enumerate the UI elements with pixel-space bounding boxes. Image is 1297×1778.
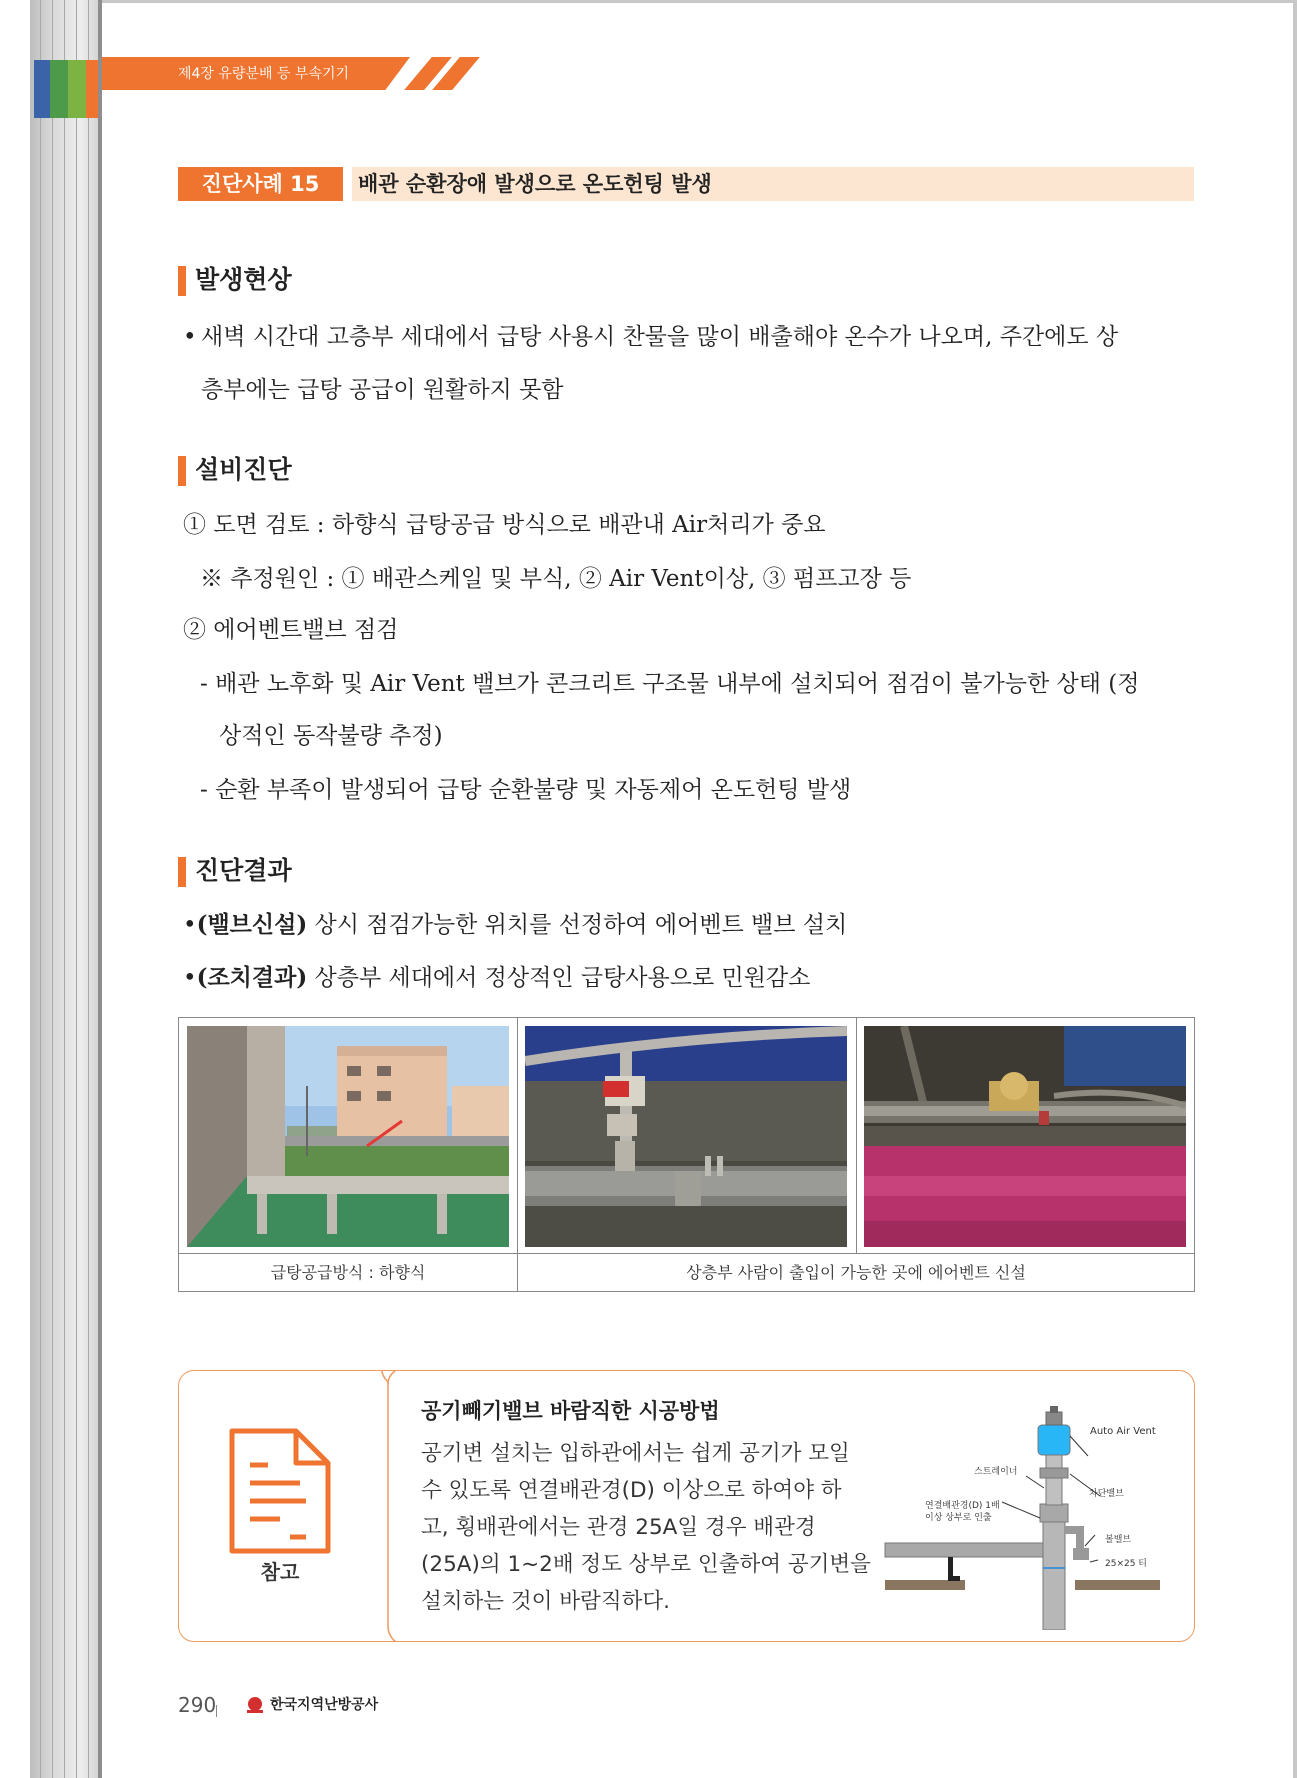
air-vent-photo [864, 1026, 1186, 1247]
label-ball-valve: 볼밸브 [1105, 1535, 1132, 1545]
label-tee: 25×25 티 [1105, 1559, 1148, 1569]
bullet: • [183, 965, 197, 991]
reference-title: 공기빼기밸브 바람직한 시공방법 [421, 1399, 720, 1423]
label-shutoff-valve: 차단밸브 [1089, 1489, 1124, 1499]
diagnosis-line-1: ① 도면 검토 : 하향식 급탕공급 방식으로 배관내 Air처리가 중요 [183, 512, 826, 538]
label-connection-1: 연결배관경(D) 1배 [925, 1501, 1000, 1511]
symptom-line-2: 층부에는 급탕 공급이 원활하지 못함 [201, 377, 564, 403]
document-icon [228, 1427, 332, 1555]
reference-label: 참고 [260, 1560, 300, 1584]
reference-line-1: 공기변 설치는 입하관에서는 쉽게 공기가 모일 [421, 1441, 850, 1466]
page-number-separator [216, 1705, 217, 1717]
label-auto-air-vent: Auto Air Vent [1090, 1426, 1156, 1437]
section-marker [178, 857, 186, 887]
section-marker [178, 456, 186, 486]
section-title-diagnosis: 설비진단 [195, 455, 292, 484]
case-title: 배관 순환장애 발생으로 온도헌팅 발생 [352, 167, 1194, 201]
valve-photo-1 [525, 1026, 847, 1247]
case-label: 진단사례 15 [178, 167, 343, 201]
diagnosis-line-5: 상적인 동작불량 추정) [219, 723, 443, 749]
section-title-symptom: 발생현상 [195, 265, 292, 294]
result-item-2 [183, 961, 810, 995]
company-logo-icon [244, 1696, 266, 1716]
page-number: 290 [178, 1693, 217, 1717]
reference-divider [370, 1370, 400, 1642]
rooftop-photo [187, 1026, 509, 1247]
bullet: • [183, 912, 197, 938]
diagnosis-line-3: ② 에어벤트밸브 점검 [183, 617, 399, 643]
photo-divider [517, 1017, 518, 1292]
reference-line-4: (25A)의 1~2배 정도 상부로 인출하여 공기변을 [421, 1552, 871, 1577]
label-strainer: 스트레이너 [974, 1467, 1018, 1477]
reference-line-5: 설치하는 것이 바람직하다. [421, 1589, 670, 1614]
photo-caption-left: 급탕공급방식 : 하향식 [270, 1263, 426, 1282]
symptom-line-1: 새벽 시간대 고층부 세대에서 급탕 사용시 찬물을 많이 배출해야 온수가 나오며, 주간에도 상 [201, 324, 1119, 350]
result-item-1-bold: (밸브신설) [196, 911, 308, 938]
result-item-1 [183, 908, 847, 942]
diagnosis-line-2: ※ 추정원인 : ① 배관스케일 및 부식, ② Air Vent이상, ③ 펌프고장 등 [200, 566, 912, 592]
result-item-1-text: 상시 점검가능한 위치를 선정하여 에어벤트 밸브 설치 [307, 912, 848, 938]
chapter-title: 제4장 유량분배 등 부속기기 [178, 66, 350, 82]
reference-line-2: 수 있도록 연결배관경(D) 이상으로 하여야 하 [421, 1478, 842, 1503]
diagnosis-line-4: - 배관 노후화 및 Air Vent 밸브가 콘크리트 구조물 내부에 설치되어 점검이 불가능한 상태 (정 [200, 671, 1140, 697]
section-marker [178, 266, 186, 296]
book-edge [30, 0, 102, 1778]
air-vent-diagram [880, 1400, 1170, 1630]
result-item-2-text: 상층부 세대에서 정상적인 급탕사용으로 민원감소 [307, 965, 811, 991]
company-logo-text: 한국지역난방공사 [270, 1697, 379, 1713]
reference-line-3: 고, 횡배관에서는 관경 25A일 경우 배관경 [421, 1515, 816, 1540]
photo-caption-right: 상층부 사람이 출입이 가능한 곳에 에어벤트 신설 [686, 1263, 1026, 1282]
diagnosis-line-6: - 순환 부족이 발생되어 급탕 순환불량 및 자동제어 온도헌팅 발생 [200, 777, 852, 803]
result-item-2-bold: (조치결과) [196, 964, 308, 991]
bullet: • [183, 324, 197, 350]
section-title-result: 진단결과 [195, 856, 292, 885]
photo-divider [856, 1017, 857, 1253]
label-connection-2: 이상 상부로 인출 [925, 1513, 992, 1523]
